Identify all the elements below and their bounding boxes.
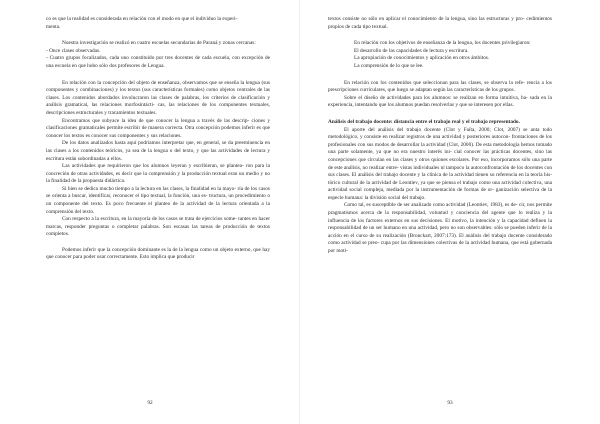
paragraph-writing: Con respecto a la escritura, en la mayoría de los casos se trata de ejercicios some- tantes en hacer marcas, responder preguntas o completar palabras. Son escasas las tareas de producción de textos completos. bbox=[46, 216, 270, 238]
objectives-intro: En relación con los objetivos de enseñanza de la lengua, los docentes privilegiaron: bbox=[354, 40, 531, 47]
objective-item: La comprensión de lo que se lee. bbox=[354, 62, 424, 69]
paragraph-activity: Como tal, es susceptible de ser analizado como actividad (Leontiev, 1983), es de- cir, nos permite pragmatismos acerca de la responsabilidad, voluntad y conciencia del agente que lo realiza y la influencia de los factores externos en sus decisiones. El motivo, la intención y la capacidad definen la responsabilidad de un ser humano en una actividad, pero no son observables: sólo se pueden inferir de la acción en el curso de su realización (Bronckart, 2007:173). El análisis del trabajo docente considerado como actividad se preo- cupa por las dimensiones colectivas de la actividad humana, que está gobernada por moti- bbox=[328, 202, 552, 255]
left-page-body bbox=[46, 16, 270, 262]
objective-item: El desarrollo de las capacidades de lectura y escritura. bbox=[354, 47, 469, 54]
paragraph-activities: Las actividades que requirieron que los alumnos leyeran y escribieran, se plantea- ron para la concreción de otras actividades, es decir que la comprensión y la producción textual eran un medio y no la finalidad de la propuesta didáctica. bbox=[46, 163, 270, 185]
carryover-text: textos consiste no sólo en aplicar el conocimiento de la lengua, sino las estructuras y pro- cedimientos propios de cada tipo textual. bbox=[328, 16, 552, 30]
paragraph-contents: En relación con los contenidos que seleccionan para las clases, se observa la refe- rencia a los prescripciones curriculares, que luego se adaptan según las características de los grupos. bbox=[328, 79, 552, 94]
section-heading: Análisis del trabajo docente: distancia entre el trabajo real y el trabajo representado. bbox=[328, 118, 520, 125]
paragraph-conception: Encontramos que subyace la idea de que conocer la lengua a través de las descrip- ciones y clasificaciones gramaticales permite escribir de manera correcta. Otra concepción podemos inferir es que conocer los textos es conocer sus componentes y sus relaciones. bbox=[46, 117, 270, 139]
paragraph-object: En relación con la concepción del objeto de enseñanza, observamos que se enseña la lengua (sus componentes y combinaciones) y los textos (sus características formales) como objetos centrales de las clases. Los contenidos abordados involucraron las clases de palabras, los criterios de clasificación y análisis gramatical, las relaciones morfosintácti- cas, las relaciones de los componentes textuales, descripciones estructurales y tracamientos textuales. bbox=[46, 79, 270, 116]
paragraph-research: Nuestra investigación se realizó en cuatro escuelas secundarias de Paraná y zonas cercanas: bbox=[62, 40, 256, 47]
paragraph-analysis: El aporte del análisis del trabajo docente (Clot y Faïta, 2000; Clot, 2007) se anta todo metodológico, y consiste en realizar registros de una actividad y posteriores autocon- frontaciones de los profesionales con sus modos de desarrollar la actividad (Clot, 2000). De esta metodología hemos tomado una parte solamente, ya que no era nuestro interés ini- cial conocer las prácticas docentes, sino las concepciones que circulan en las clases y otros quiones escolares. Por eso, incorporamos sólo una parte de este análisis, no realizar entre- vistas individuales ni tampoco la autoconfrontación de los docentes con sus clases. El análisis del trabajo docente y la clínica de la actividad tienen su referencia en la teoría his- tórico cultural de la actividad de Leontiev, ya que se piensa el trabajo como una actividad colectiva, una actividad social compleja, mediada por la instrumentación de formas de or- ganización selectiva de la especie humana: la división social del trabajo. bbox=[328, 126, 552, 201]
objective-item: La apropiación de conocimientos y aplicación en otros ámbitos. bbox=[354, 55, 490, 62]
paragraph-reading: Si bien se dedica mucho tiempo a la lectura en las clases, la finalidad en la mayo- ría de los casos se orienta a buscar, identificar, reconocer el tipo textual, la función, una es- tructura, un procedimiento o un componente del texto. Es poco frecuente el planteo de la actividad de la lectura orientada a la comprensión del texto. bbox=[46, 185, 270, 215]
carryover-line-2: menta. bbox=[46, 23, 61, 30]
list-item: - Once clases observadas. bbox=[46, 47, 101, 54]
page-number: 92 bbox=[147, 400, 153, 406]
paragraph-data: De los datos analizados hasta aquí podríamos interpretar que, en general, se da preeminencia en las clases a los contenidos teóricos, ya sea de la lengua o del texto, y que las actividades de lectura y escritura están subordinadas a ellos. bbox=[46, 140, 270, 162]
paragraph-design: Sobre el diseño de actividades para los alumnos: se realizan en forma intuitiva, ba- sada en la experiencia, intentando que los alumnos puedan resolverlas y que se interesen por ellas. bbox=[328, 94, 552, 109]
page-number: 93 bbox=[447, 400, 453, 406]
list-item: - Cuatro grupos focalizados, cada uno constituido por tres docentes de cada escuela, con excepción de una escuela en que hubo sólo dos profesores de Lengua. bbox=[46, 55, 270, 69]
right-page bbox=[300, 0, 600, 424]
right-page-body bbox=[328, 16, 552, 256]
paragraph-inference: Podemos inferir que la concepción dominante es la de la lengua como un objeto externo, que hay que conocer para poder usar correctamente. Esto implica que producir bbox=[46, 246, 270, 261]
carryover-line-1: co es que la realidad es considerada en relación con el modo en que el individuo la experi- bbox=[46, 16, 238, 22]
